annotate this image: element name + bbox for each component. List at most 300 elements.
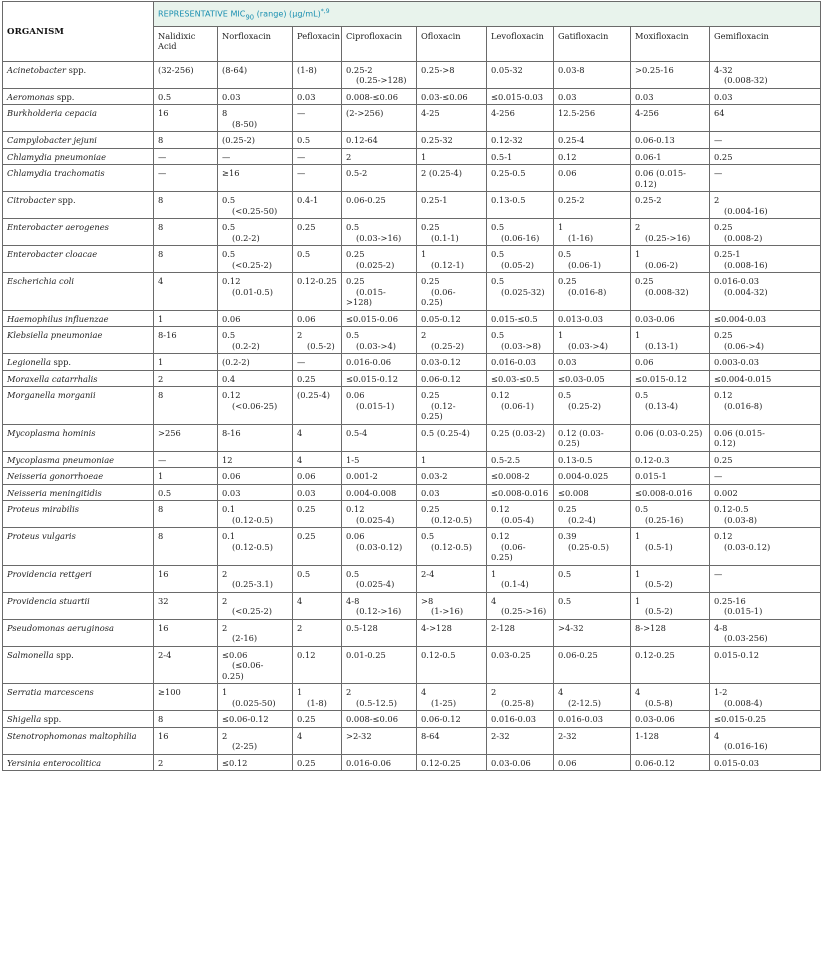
mic-cell [631, 528, 710, 566]
mic-cell [218, 451, 293, 468]
mic-range: (0.016-8) [568, 286, 607, 297]
mic-cell [710, 132, 821, 149]
mic-cell [554, 619, 631, 646]
mic-cell [554, 370, 631, 387]
mic-range: (0.06- [431, 286, 456, 297]
mic-range: (0.01-0.5) [232, 286, 273, 297]
organism-cell [3, 327, 154, 354]
mic-range: 0.25) [558, 438, 580, 449]
mic-cell [342, 565, 417, 592]
mic-cell [218, 273, 293, 311]
mic-value: 0.25 [421, 222, 440, 233]
mic-value: 0.004-0.025 [558, 471, 609, 482]
mic-group-units: (range) (µg/mL) [254, 8, 321, 19]
mic-value: 0.03 [714, 91, 733, 102]
mic-value: 0.06 (0.015- [635, 168, 686, 179]
mic-value: 0.016-0.06 [346, 357, 392, 368]
mic-value: ≤0.015-0.06 [346, 313, 398, 324]
organism-name: Morganella morganii [7, 390, 96, 401]
mic-cell [554, 592, 631, 619]
mic-cell [710, 754, 821, 771]
table-row [3, 273, 821, 311]
mic-cell [554, 528, 631, 566]
mic-value: 0.5-1 [491, 151, 513, 162]
table-row [3, 327, 821, 354]
table-row [3, 370, 821, 387]
mic-cell [417, 484, 487, 501]
mic-value: 2 [635, 222, 641, 233]
mic-cell [631, 327, 710, 354]
mic-cell [218, 424, 293, 451]
mic-cell [218, 501, 293, 528]
mic-cell [487, 424, 554, 451]
mic-range: (0.016-16) [724, 741, 768, 752]
organism-cell [3, 370, 154, 387]
mic-cell [342, 246, 417, 273]
mic-value: 0.12-0.5 [714, 504, 749, 515]
mic-value: 0.12 [714, 531, 733, 542]
mic-value: 8-64 [421, 730, 440, 741]
mic-range: (2-16) [232, 633, 258, 644]
mic-value: 1 [558, 222, 564, 233]
mic-cell [554, 165, 631, 192]
mic-value: 0.015-0.03 [714, 757, 760, 768]
mic-value: 0.06 [297, 471, 316, 482]
mic-value: ≤0.004-0.03 [714, 313, 766, 324]
mic-cell [218, 565, 293, 592]
mic-value: 4 [297, 730, 303, 741]
mic-cell [293, 370, 342, 387]
mic-range: (0.25-3.1) [232, 579, 273, 590]
mic-cell [154, 61, 218, 88]
mic-value: 0.5 [222, 249, 236, 260]
mic-cell [417, 424, 487, 451]
table-row [3, 148, 821, 165]
mic-cell [710, 148, 821, 165]
mic-value: 0.25 [421, 390, 440, 401]
mic-cell [554, 711, 631, 728]
mic-range: (0.025-32) [501, 286, 545, 297]
mic-cell [710, 528, 821, 566]
mic-range: 0.25) [421, 297, 443, 308]
mic-cell [554, 132, 631, 149]
drug-header: Ciprofloxacin [342, 26, 417, 61]
mic-cell [710, 61, 821, 88]
mic-cell [710, 424, 821, 451]
mic-value: — [297, 108, 306, 119]
mic-value: 0.06 [346, 390, 365, 401]
mic-value: 0.12 [222, 390, 241, 401]
mic-value: 0.003-0.03 [714, 357, 760, 368]
mic-value: 0.5 [297, 568, 311, 579]
organism-name: Pseudomonas aeruginosa [7, 622, 114, 633]
mic-value: 0.015-0.12 [714, 649, 760, 660]
organism-header-label: ORGANISM [7, 26, 65, 37]
mic-value: 8 [158, 249, 164, 260]
mic-value: 2 [158, 757, 164, 768]
mic-value: (8-64) [222, 64, 248, 75]
mic-value: 8 [158, 714, 164, 725]
mic-value: 0.5 [346, 330, 360, 341]
mic-value: 0.25-1 [421, 195, 448, 206]
mic-value: — [158, 151, 167, 162]
mic-cell [293, 451, 342, 468]
mic-value: 8 [222, 108, 228, 119]
mic-value: 1 [635, 531, 641, 542]
mic-cell [218, 61, 293, 88]
mic-value: 0.06 [222, 471, 241, 482]
mic-value: >256 [158, 427, 181, 438]
mic-cell [554, 565, 631, 592]
mic-cell [154, 619, 218, 646]
mic-value: 0.06-0.12 [421, 714, 461, 725]
mic-value: 0.1 [222, 504, 236, 515]
mic-range: (0.2-2) [232, 232, 260, 243]
mic-value: 0.25 [714, 454, 733, 465]
mic-value: 12 [222, 454, 233, 465]
table-row [3, 310, 821, 327]
mic-cell [154, 424, 218, 451]
mic-cell [631, 370, 710, 387]
mic-value: 0.01-0.25 [346, 649, 386, 660]
mic-range: (0.5-12.5) [356, 697, 397, 708]
mic-range: (0.25-0.5) [568, 541, 609, 552]
mic-value: 1-2 [714, 687, 728, 698]
mic-value: 0.004-0.008 [346, 487, 397, 498]
mic-value: >0.25-16 [635, 64, 674, 75]
mic-cell [417, 387, 487, 425]
mic-value: 0.12 [297, 649, 316, 660]
organism-cell [3, 727, 154, 754]
mic-value: 0.03 [222, 487, 241, 498]
mic-cell [554, 148, 631, 165]
mic-value: 0.5-2 [346, 168, 368, 179]
mic-range: (0.12->16) [356, 606, 402, 617]
organism-name: Mycoplasma hominis [7, 427, 96, 438]
mic-range: (0.015-1) [356, 400, 395, 411]
mic-value: 1 [421, 151, 427, 162]
mic-value: 0.5 [346, 568, 360, 579]
mic-cell [487, 501, 554, 528]
mic-group-label: REPRESENTATIVE MIC [158, 8, 246, 19]
mic-value: ≤0.015-0.03 [491, 91, 543, 102]
mic-cell [342, 424, 417, 451]
mic-cell [710, 88, 821, 105]
organism-name: Shigella [7, 714, 42, 725]
mic-cell [417, 88, 487, 105]
mic-cell [554, 424, 631, 451]
mic-cell [293, 424, 342, 451]
organism-name: Chlamydia pneumoniae [7, 151, 107, 162]
mic-value: (32-256) [158, 64, 194, 75]
mic-cell [710, 192, 821, 219]
mic-cell [417, 148, 487, 165]
mic-value: 4 [635, 687, 641, 698]
table-row [3, 105, 821, 132]
mic-cell [293, 501, 342, 528]
mic-range: (8-50) [232, 118, 258, 129]
mic-value: 0.03 [558, 91, 577, 102]
mic-value: — [222, 151, 231, 162]
mic-value: ≤0.015-0.12 [346, 373, 398, 384]
organism-cell [3, 132, 154, 149]
mic-cell [218, 88, 293, 105]
mic-value: 0.25 [558, 504, 577, 515]
mic-value: ≥100 [158, 687, 181, 698]
organism-suffix: spp. [50, 357, 72, 368]
table-row [3, 484, 821, 501]
mic-value: 0.03-0.06 [635, 313, 675, 324]
drug-header: Levofloxacin [487, 26, 554, 61]
mic-range: (0.03-8) [724, 514, 758, 525]
mic-value: 0.25-1 [714, 249, 741, 260]
mic-cell [218, 528, 293, 566]
organism-cell [3, 424, 154, 451]
mic-value: 2 [346, 151, 352, 162]
mic-value: 0.06 [297, 313, 316, 324]
mic-value: 0.25 [297, 531, 316, 542]
mic-value: 2 [222, 595, 228, 606]
mic-cell [554, 88, 631, 105]
mic-value: 1 [635, 330, 641, 341]
mic-value: 0.25-32 [421, 135, 453, 146]
mic-range: (<0.25-50) [232, 205, 278, 216]
mic-cell [487, 387, 554, 425]
mic-cell [218, 327, 293, 354]
mic-value: — [714, 471, 723, 482]
mic-cell [710, 219, 821, 246]
mic-cell [631, 354, 710, 371]
organism-cell [3, 219, 154, 246]
organism-suffix: spp. [66, 64, 87, 75]
organism-cell [3, 646, 154, 684]
mic-value: 0.25 [421, 504, 440, 515]
mic-value: 0.06-1 [635, 151, 662, 162]
organism-name: Citrobacter [7, 195, 56, 206]
table-row [3, 451, 821, 468]
organism-cell [3, 619, 154, 646]
mic-cell [710, 105, 821, 132]
mic-value: 4-256 [635, 108, 659, 119]
mic-value: >4-32 [558, 622, 584, 633]
organism-cell [3, 592, 154, 619]
table-row [3, 424, 821, 451]
organism-cell [3, 246, 154, 273]
mic-value: ≤0.008-0.016 [635, 487, 693, 498]
mic-value: 0.001-2 [346, 471, 378, 482]
mic-cell [342, 619, 417, 646]
mic-range: (0.12-0.5) [232, 514, 273, 525]
mic-cell [631, 754, 710, 771]
mic-value: 0.25 [297, 373, 316, 384]
mic-cell [631, 592, 710, 619]
mic-cell [417, 165, 487, 192]
mic-cell [417, 370, 487, 387]
mic-cell [154, 468, 218, 485]
mic-value: 0.06-0.12 [635, 757, 675, 768]
organism-cell [3, 711, 154, 728]
mic-value: 0.008-≤0.06 [346, 91, 398, 102]
mic-cell [417, 192, 487, 219]
mic-value: 8 [158, 390, 164, 401]
mic-value: 2 [297, 330, 303, 341]
mic-value: 1 [158, 357, 164, 368]
mic-cell [154, 387, 218, 425]
mic-value: 0.013-0.03 [558, 313, 604, 324]
drug-header: Ofloxacin [417, 26, 487, 61]
mic-value: 0.4-1 [297, 195, 319, 206]
mic-value: 0.06 [558, 168, 577, 179]
organism-header [3, 2, 154, 62]
mic-cell [218, 246, 293, 273]
mic-cell [293, 148, 342, 165]
mic-value: 0.12-0.25 [421, 757, 461, 768]
mic-cell [293, 619, 342, 646]
mic-range: (0.025-4) [356, 579, 395, 590]
mic-value: 0.12-0.25 [635, 649, 675, 660]
mic-value: 0.12 [491, 504, 510, 515]
organism-cell [3, 354, 154, 371]
mic-cell [342, 61, 417, 88]
mic-cell [218, 592, 293, 619]
organism-name: Enterobacter aerogenes [7, 222, 109, 233]
organism-name: Klebsiella pneumoniae [7, 330, 103, 341]
mic-cell [631, 727, 710, 754]
mic-range: (0.004-16) [724, 205, 768, 216]
mic-cell [342, 684, 417, 711]
mic-cell [293, 711, 342, 728]
mic-value: 2-4 [421, 568, 435, 579]
mic-cell [218, 310, 293, 327]
mic-range: (0.03->4) [356, 340, 396, 351]
organism-name: Neisseria gonorrhoeae [7, 471, 104, 482]
table-row [3, 727, 821, 754]
organism-cell [3, 310, 154, 327]
mic-value: 1 [491, 568, 497, 579]
mic-cell [710, 246, 821, 273]
mic-cell [293, 754, 342, 771]
mic-value: 0.03 [297, 487, 316, 498]
mic-value: 1 [158, 471, 164, 482]
organism-name: Acinetobacter [7, 64, 66, 75]
organism-cell [3, 192, 154, 219]
mic-cell [154, 219, 218, 246]
mic-cell [293, 646, 342, 684]
mic-value: ≤0.015-0.25 [714, 714, 766, 725]
organism-cell [3, 754, 154, 771]
mic-value: 0.5 [635, 390, 649, 401]
mic-cell [487, 132, 554, 149]
mic-cell [218, 387, 293, 425]
mic-cell [154, 646, 218, 684]
mic-range: (0.06- [501, 541, 526, 552]
mic-value: 0.5 [491, 249, 505, 260]
mic-cell [293, 246, 342, 273]
table-row [3, 646, 821, 684]
mic-cell [293, 387, 342, 425]
mic-value: 0.03-0.12 [421, 357, 461, 368]
mic-value: 0.5-128 [346, 622, 378, 633]
mic-range: (0.1-1) [431, 232, 459, 243]
mic-value: 4 [558, 687, 564, 698]
mic-cell [154, 246, 218, 273]
mic-range: 0.25) [222, 670, 244, 681]
mic-value: 1 [421, 454, 427, 465]
mic-value: 0.25 [558, 276, 577, 287]
mic-cell [631, 219, 710, 246]
mic-cell [417, 711, 487, 728]
mic-value: 0.5 [491, 276, 505, 287]
mic-value: 0.12 [222, 276, 241, 287]
mic-cell [554, 192, 631, 219]
mic-range: (0.5-2) [307, 340, 335, 351]
mic-cell [487, 327, 554, 354]
mic-cell [554, 451, 631, 468]
mic-cell [487, 727, 554, 754]
mic-value: 0.06-0.12 [421, 373, 461, 384]
table-row [3, 711, 821, 728]
mic-value: 1-128 [635, 730, 659, 741]
mic-range: (0.05-4) [501, 514, 535, 525]
organism-cell [3, 165, 154, 192]
mic-cell [342, 310, 417, 327]
mic-cell [710, 387, 821, 425]
mic-cell [710, 727, 821, 754]
mic-cell [417, 273, 487, 311]
mic-value: ≤0.06-0.12 [222, 714, 269, 725]
mic-cell [417, 354, 487, 371]
mic-value: 0.03 [222, 91, 241, 102]
mic-cell [631, 61, 710, 88]
mic-value: 4 [297, 595, 303, 606]
mic-cell [487, 754, 554, 771]
table-row [3, 468, 821, 485]
mic-cell [218, 619, 293, 646]
mic-group-subscript: 90 [245, 13, 255, 22]
mic-cell [417, 310, 487, 327]
mic-value: 0.03-0.06 [491, 757, 531, 768]
mic-range: (1-8) [307, 697, 327, 708]
mic-cell [154, 592, 218, 619]
drug-header: Nalidixic Acid [154, 26, 218, 61]
mic-range: (0.2-2) [232, 340, 260, 351]
mic-cell [554, 468, 631, 485]
mic-value: 0.5-4 [346, 427, 368, 438]
mic-value: 0.5 [421, 531, 435, 542]
organism-name: Enterobacter cloacae [7, 249, 98, 260]
mic-cell [487, 565, 554, 592]
mic-range: >128) [346, 297, 373, 308]
mic-value: — [714, 168, 723, 179]
mic-value: (0.25-4) [297, 390, 331, 401]
mic-range: (0.06-1) [501, 400, 535, 411]
mic-value: 0.12 [346, 504, 365, 515]
mic-cell [631, 451, 710, 468]
mic-cell [710, 273, 821, 311]
mic-value: 0.5 [558, 595, 572, 606]
mic-value: 0.015-≤0.5 [491, 313, 538, 324]
mic-range: 0.12) [714, 438, 736, 449]
mic-cell [710, 646, 821, 684]
mic-value: 0.25-2 [558, 195, 585, 206]
mic-value: 0.06-0.13 [635, 135, 675, 146]
mic-value: 0.03-8 [558, 64, 585, 75]
mic-range: (0.13-4) [645, 400, 679, 411]
organism-suffix: spp. [41, 714, 62, 725]
mic-value: 0.25 (0.03-2) [491, 427, 546, 438]
mic-value: 0.13-0.5 [558, 454, 593, 465]
mic-cell [554, 354, 631, 371]
